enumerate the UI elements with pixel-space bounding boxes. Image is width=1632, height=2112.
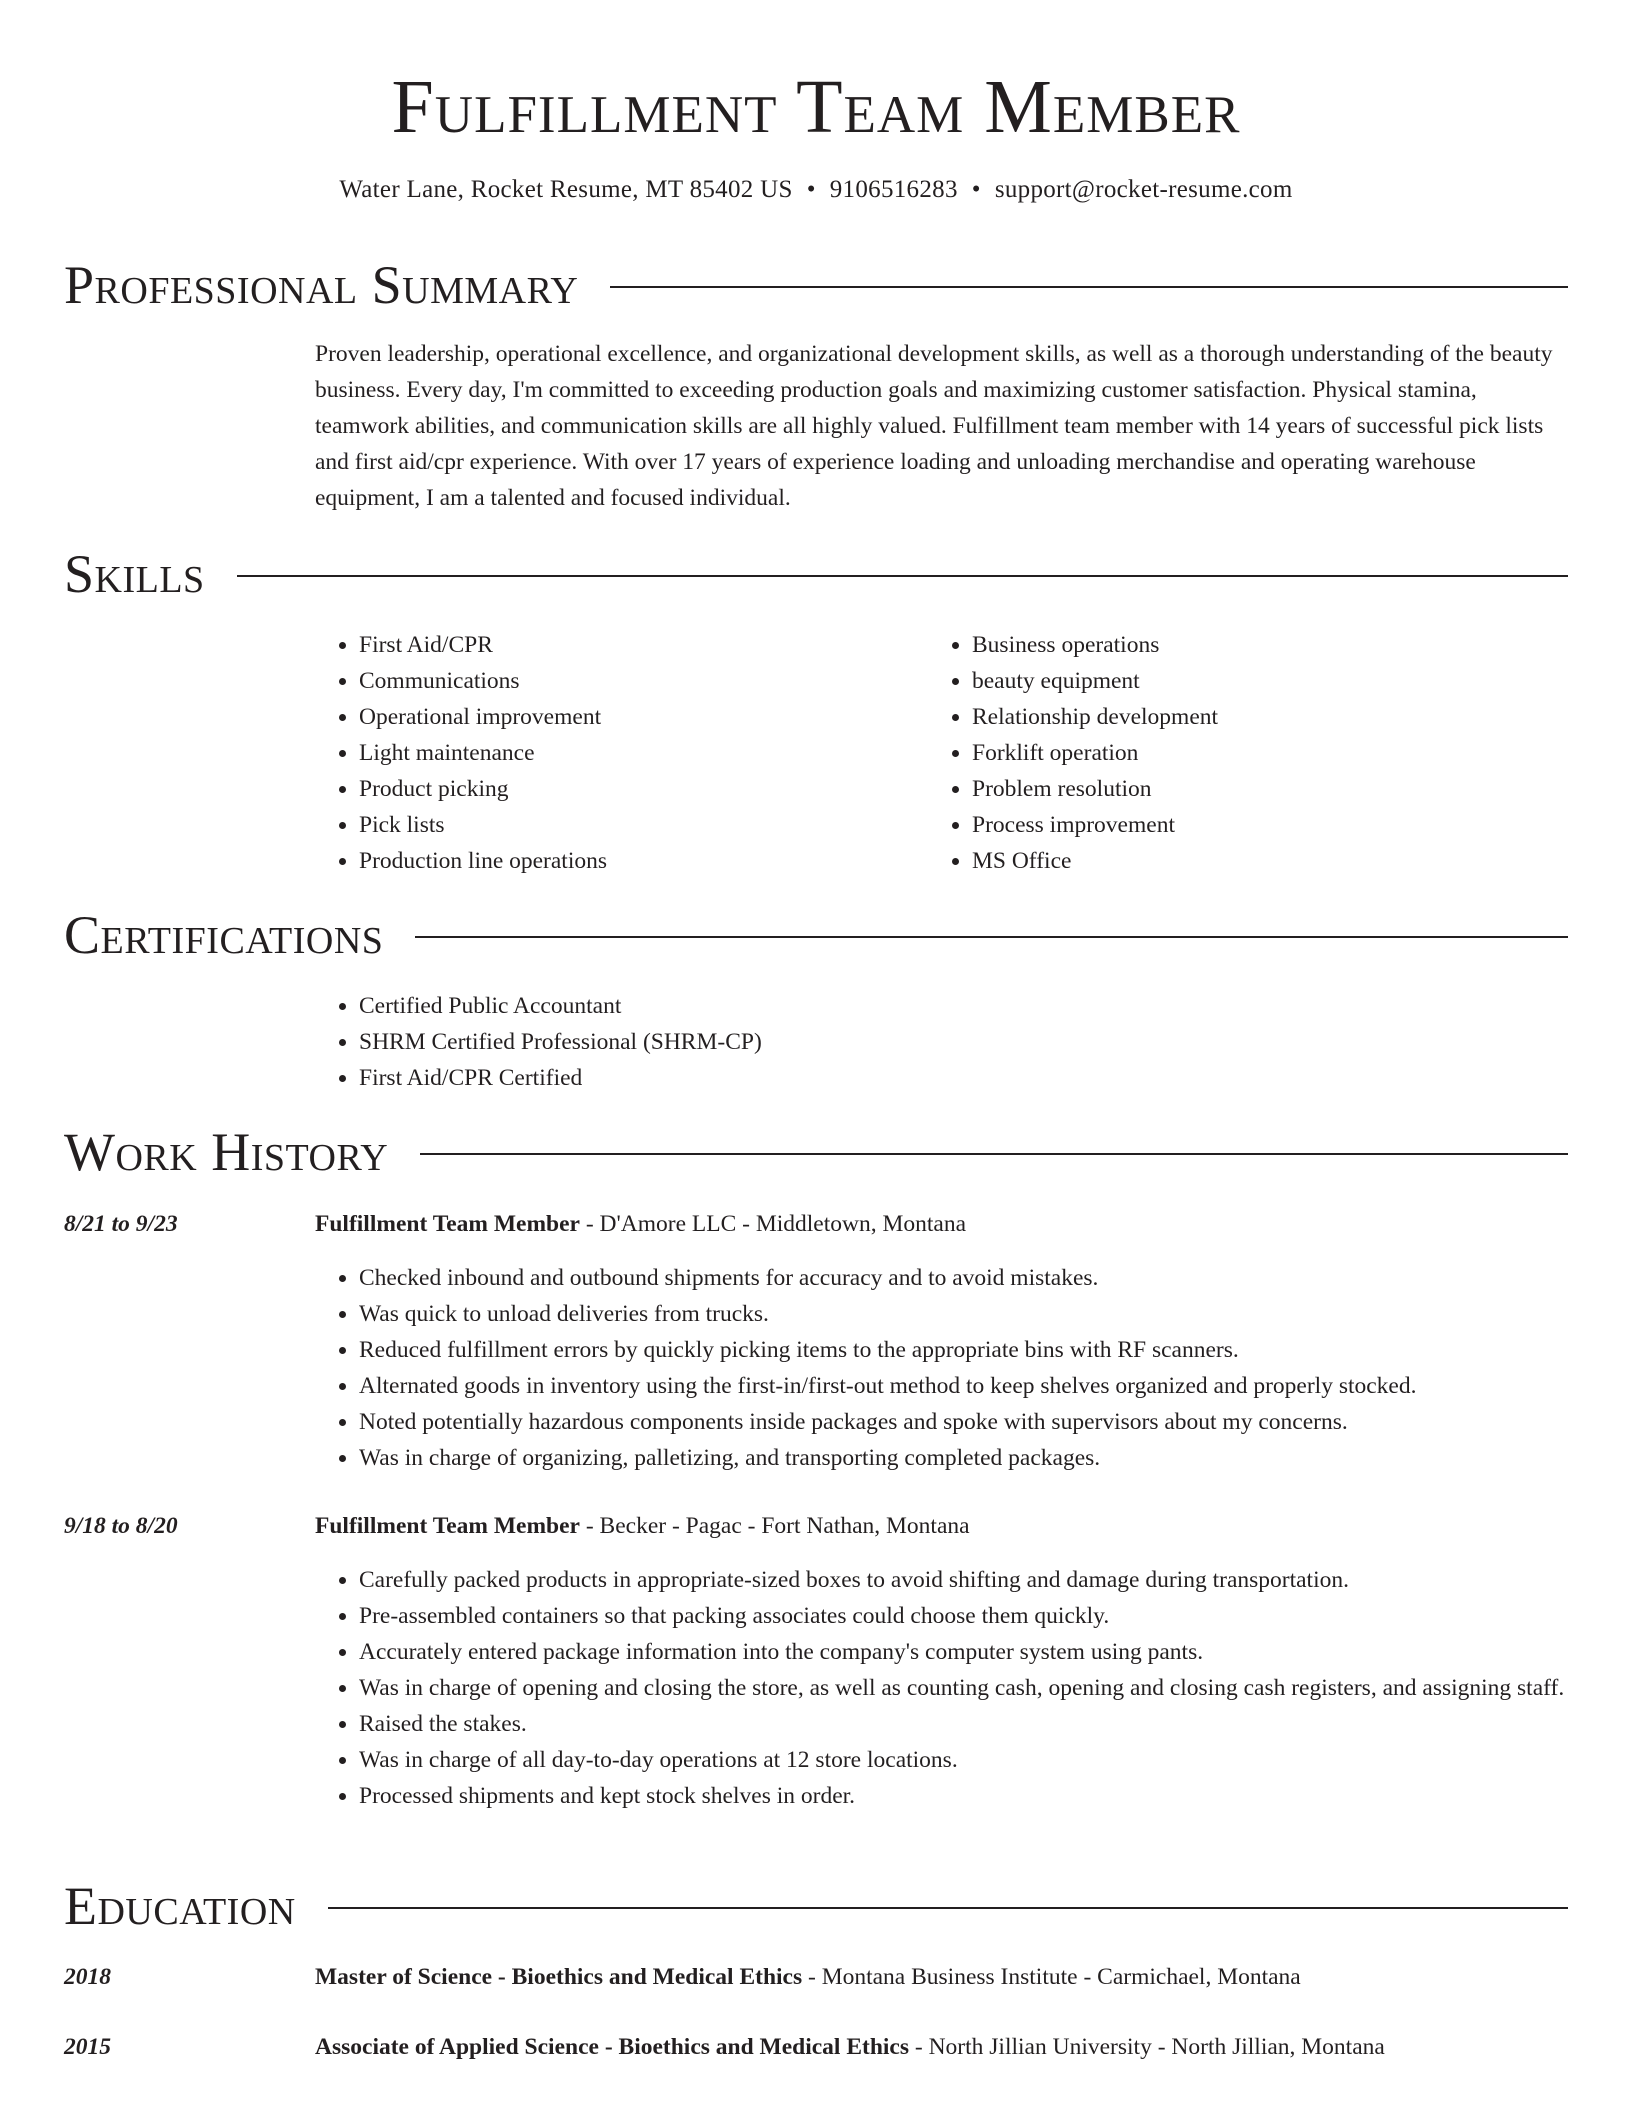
skill-item: • Product picking <box>359 771 915 807</box>
skills-section-header <box>64 542 1568 606</box>
education-year: 2015 <box>64 2034 111 2060</box>
certification-item: • SHRM Certified Professional (SHRM-CP) <box>359 1024 1569 1060</box>
job-dates: 9/18 to 8/20 <box>64 1513 178 1539</box>
skills-column-left <box>315 627 915 879</box>
job-title-line <box>315 1206 1569 1242</box>
candidate-name: Fulfillment Team Member <box>391 65 1241 149</box>
section-divider <box>328 1907 1568 1909</box>
job-role: Fulfillment Team Member <box>315 1513 580 1539</box>
skill-item: • First Aid/CPR <box>359 627 915 663</box>
education-line <box>315 1959 1569 1995</box>
skills-section-title: Skills <box>64 544 205 604</box>
job-bullet: • Alternated goods in inventory using the first-in/first-out method to keep shelves organized and properly stocked. <box>359 1368 1569 1404</box>
contact-email: support@rocket-resume.com <box>994 176 1293 203</box>
certifications-section-title: Certifications <box>64 905 384 965</box>
job-bullets <box>315 1562 1569 1814</box>
job-bullet: • Checked inbound and outbound shipments for accuracy and to avoid mistakes. <box>359 1260 1569 1296</box>
section-divider <box>415 936 1568 938</box>
job-bullet: • Reduced fulfillment errors by quickly picking items to the appropriate bins with RF scanners. <box>359 1332 1569 1368</box>
skill-item: • MS Office <box>972 843 1528 879</box>
section-divider <box>237 575 1568 577</box>
summary-text: Proven leadership, operational excellence, and organizational development skills, as well as a thorough understanding of the beauty business. Every day, I'm committed to exceeding production goals and maximizing customer satisfaction. Physical stamina, teamwork abilities, and communication skills are all highly valued. Fulfillment team member with 14 years of successful pick lists and first aid/cpr experience. With over 17 years of experience loading and unloading merchandise and operating warehouse equipment, I am a talented and focused individual. <box>315 341 1553 511</box>
job-bullet: • Was in charge of all day-to-day operations at 12 store locations. <box>359 1742 1569 1778</box>
job-details: - D'Amore LLC - Middletown, Montana <box>579 1211 967 1237</box>
work-section-title: Work History <box>64 1122 389 1182</box>
education-section-header <box>64 1874 1568 1938</box>
work-section-header <box>64 1120 1568 1184</box>
job-bullet: • Carefully packed products in appropriate-sized boxes to avoid shifting and damage during transportation. <box>359 1562 1569 1598</box>
job-bullet: • Noted potentially hazardous components inside packages and spoke with supervisors about my concerns. <box>359 1404 1569 1440</box>
section-divider <box>420 1153 1568 1155</box>
education-year: 2018 <box>64 1964 111 1990</box>
certifications-list <box>315 988 1569 1096</box>
education-section-title: Education <box>64 1876 296 1936</box>
contact-phone: 9106516283 <box>829 176 958 203</box>
education-degree: Associate of Applied Science - Bioethics and Medical Ethics <box>315 2034 910 2060</box>
education-details: - Montana Business Institute - Carmichael, Montana <box>802 1964 1301 1990</box>
job-bullet: • Was in charge of opening and closing the store, as well as counting cash, opening and closing cash registers, and assigning staff. <box>359 1670 1569 1706</box>
skill-item: • Relationship development <box>972 699 1528 735</box>
skill-item: • Light maintenance <box>359 735 915 771</box>
education-degree: Master of Science - Bioethics and Medical Ethics <box>315 1964 803 1990</box>
skill-item: • beauty equipment <box>972 663 1528 699</box>
skill-item: • Communications <box>359 663 915 699</box>
job-title-line <box>315 1508 1569 1544</box>
job-details: - Becker - Pagac - Fort Nathan, Montana <box>579 1513 970 1539</box>
skills-column-right <box>928 627 1528 879</box>
job-bullet: • Accurately entered package information into the company's computer system using pants. <box>359 1634 1569 1670</box>
skill-item: • Operational improvement <box>359 699 915 735</box>
section-divider <box>610 286 1568 288</box>
education-line <box>315 2029 1569 2065</box>
certification-item: • Certified Public Accountant <box>359 988 1569 1024</box>
summary-section-title: Professional Summary <box>64 255 579 315</box>
skill-item: • Problem resolution <box>972 771 1528 807</box>
education-details: - North Jillian University - North Jillian, Montana <box>909 2034 1385 2060</box>
skill-item: • Pick lists <box>359 807 915 843</box>
certifications-section-header <box>64 903 1568 967</box>
skill-item: • Production line operations <box>359 843 915 879</box>
contact-separator: • <box>971 176 981 203</box>
skill-item: • Business operations <box>972 627 1528 663</box>
contact-address: Water Lane, Rocket Resume, MT 85402 US <box>339 176 793 203</box>
contact-separator: • <box>806 176 816 203</box>
skill-item: • Process improvement <box>972 807 1528 843</box>
job-bullet: • Raised the stakes. <box>359 1706 1569 1742</box>
job-bullet: • Processed shipments and kept stock shelves in order. <box>359 1778 1569 1814</box>
job-bullets <box>315 1260 1569 1476</box>
job-role: Fulfillment Team Member <box>315 1211 580 1237</box>
summary-section-header <box>64 253 1568 317</box>
job-dates: 8/21 to 9/23 <box>64 1211 178 1237</box>
job-bullet: • Pre-assembled containers so that packing associates could choose them quickly. <box>359 1598 1569 1634</box>
job-bullet: • Was quick to unload deliveries from trucks. <box>359 1296 1569 1332</box>
skill-item: • Forklift operation <box>972 735 1528 771</box>
certification-item: • First Aid/CPR Certified <box>359 1060 1569 1096</box>
job-bullet: • Was in charge of organizing, palletizing, and transporting completed packages. <box>359 1440 1569 1476</box>
contact-line <box>0 174 1632 206</box>
